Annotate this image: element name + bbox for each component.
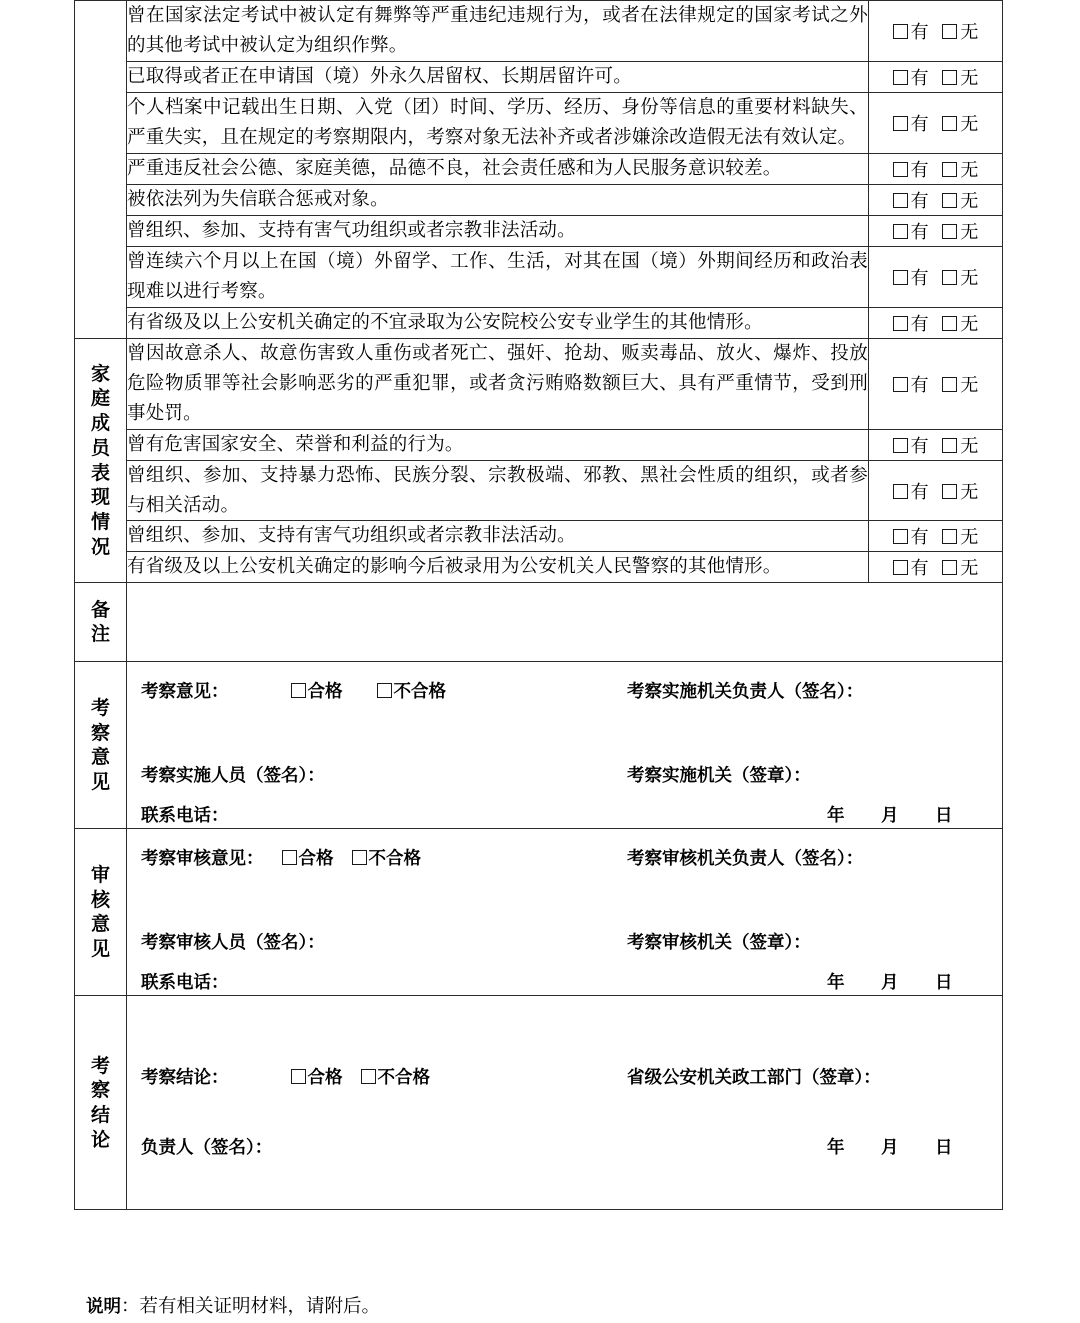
option-fail-label[interactable]: 不合格 — [368, 849, 421, 870]
yes-label: 有 — [910, 159, 929, 181]
family-label-char: 成 — [90, 412, 110, 435]
checkbox-icon[interactable] — [942, 70, 957, 85]
checkbox-icon[interactable] — [893, 162, 908, 177]
no-label: 无 — [960, 267, 979, 289]
family-label-char: 情 — [90, 510, 110, 533]
no-option[interactable] — [942, 371, 978, 397]
yes-option[interactable] — [893, 554, 929, 580]
table-row — [75, 184, 1003, 215]
no-label: 无 — [960, 159, 979, 181]
family-label-char: 况 — [90, 535, 110, 558]
clause-text: 曾连续六个月以上在国（境）外留学、工作、生活，对其在国（境）外期间经历和政治表现难以进行考察。 — [127, 246, 869, 307]
yesno-cell — [869, 429, 1003, 460]
table-row — [75, 307, 1003, 338]
yesno-cell — [869, 338, 1003, 429]
review-label-char: 审 — [90, 864, 110, 887]
table-row — [75, 92, 1003, 153]
review-label-char: 见 — [90, 938, 110, 961]
clause-text: 曾组织、参加、支持暴力恐怖、民族分裂、宗教极端、邪教、黑社会性质的组织，或者参与相关活动。 — [127, 460, 869, 521]
checkbox-icon[interactable] — [942, 484, 957, 499]
no-label: 无 — [960, 558, 979, 580]
no-label: 无 — [960, 190, 979, 212]
option-fail-label[interactable]: 不合格 — [393, 682, 446, 703]
inspection-phone-label[interactable]: 联系电话： — [141, 806, 229, 827]
no-label: 无 — [960, 113, 979, 135]
family-label-char: 家 — [90, 362, 110, 385]
no-label: 无 — [960, 374, 979, 396]
yes-option[interactable] — [893, 156, 929, 182]
inspection-date-row — [827, 802, 953, 827]
yes-option[interactable] — [893, 187, 929, 213]
table-row — [75, 429, 1003, 460]
yes-label: 有 — [910, 221, 929, 243]
table-row — [75, 1, 1003, 62]
inspection-opinion-body — [127, 662, 1003, 829]
table-row — [75, 246, 1003, 307]
checkbox-icon[interactable] — [893, 24, 908, 39]
checkbox-icon[interactable] — [291, 683, 306, 698]
table-row — [75, 61, 1003, 92]
inspection-staff-signature[interactable]: 考察实施人员（签名）： — [141, 766, 325, 787]
yesno-cell — [869, 153, 1003, 184]
yesno-cell — [869, 1, 1003, 62]
option-fail-label[interactable]: 不合格 — [377, 1068, 430, 1089]
yes-label: 有 — [910, 67, 929, 89]
conclusion-date-row — [827, 1134, 953, 1159]
clause-text: 被依法列为失信联合惩戒对象。 — [127, 184, 869, 215]
review-opinion-body — [127, 829, 1003, 996]
review-label-char: 核 — [90, 888, 110, 911]
table-row — [75, 662, 1003, 829]
clause-text: 曾有危害国家安全、荣誉和利益的行为。 — [127, 429, 869, 460]
checkbox-icon[interactable] — [942, 24, 957, 39]
yes-label: 有 — [910, 527, 929, 549]
review-opinion-field-label: 考察审核意见： — [141, 849, 264, 870]
no-option[interactable] — [942, 110, 978, 136]
option-pass-label[interactable]: 合格 — [307, 1068, 343, 1089]
date-year-label: 年 — [827, 1138, 845, 1159]
yes-option[interactable] — [893, 18, 929, 44]
yesno-cell — [869, 246, 1003, 307]
review-agency-seal[interactable]: 考察审核机关（签章）： — [627, 933, 811, 954]
table-row — [75, 215, 1003, 246]
no-label: 无 — [960, 67, 979, 89]
date-year-label: 年 — [827, 806, 845, 827]
yes-label: 有 — [910, 313, 929, 335]
yes-label: 有 — [910, 267, 929, 289]
inspection-label-char: 察 — [90, 721, 110, 744]
yes-label: 有 — [910, 435, 929, 457]
yes-option[interactable] — [893, 218, 929, 244]
clause-text: 严重违反社会公德、家庭美德，品德不良，社会责任感和为人民服务意识较差。 — [127, 153, 869, 184]
review-label-char: 意 — [90, 913, 110, 936]
option-pass-label[interactable]: 合格 — [307, 682, 343, 703]
no-option[interactable] — [942, 187, 978, 213]
yesno-cell — [869, 460, 1003, 521]
no-option[interactable] — [942, 310, 978, 336]
checkbox-icon[interactable] — [893, 560, 908, 575]
checkbox-icon[interactable] — [942, 316, 957, 331]
yes-option[interactable] — [893, 110, 929, 136]
clause-text: 曾因故意杀人、故意伤害致人重伤或者死亡、强奸、抢劫、贩卖毒品、放火、爆炸、投放危险物质罪等社会影响恶劣的严重犯罪，或者贪污贿赂数额巨大、具有严重情节，受到刑事处罚。 — [127, 338, 869, 429]
checkbox-icon[interactable] — [352, 850, 367, 865]
clause-text: 曾在国家法定考试中被认定有舞弊等严重违纪违规行为，或者在法律规定的国家考试之外的其他考试中被认定为组织作弊。 — [127, 1, 869, 62]
remark-label-char: 注 — [90, 623, 110, 646]
conclusion-field-label: 考察结论： — [141, 1068, 229, 1089]
checkbox-icon[interactable] — [893, 70, 908, 85]
inspection-label-char: 考 — [90, 697, 110, 720]
political-review-table — [74, 0, 1003, 1210]
no-option[interactable] — [942, 218, 978, 244]
table-row — [75, 338, 1003, 429]
no-option[interactable] — [942, 264, 978, 290]
no-label: 无 — [960, 21, 979, 43]
table-row — [75, 521, 1003, 552]
no-option[interactable] — [942, 64, 978, 90]
review-staff-signature[interactable]: 考察审核人员（签名）： — [141, 933, 325, 954]
yes-label: 有 — [910, 558, 929, 580]
no-label: 无 — [960, 313, 979, 335]
clause-text: 有省级及以上公安机关确定的影响今后被录用为公安机关人民警察的其他情形。 — [127, 552, 869, 583]
yes-option[interactable] — [893, 432, 929, 458]
footer-note-text: ：若有相关证明材料，请附后。 — [121, 1296, 381, 1317]
checkbox-icon[interactable] — [377, 683, 392, 698]
checkbox-icon[interactable] — [893, 116, 908, 131]
yesno-cell — [869, 307, 1003, 338]
no-option[interactable] — [942, 478, 978, 504]
checkbox-icon[interactable] — [893, 529, 908, 544]
table-row — [75, 996, 1003, 1210]
conclusion-label-char: 结 — [90, 1103, 110, 1126]
family-label-char: 庭 — [90, 387, 110, 410]
conclusion-label-char: 论 — [90, 1128, 110, 1151]
checkbox-icon[interactable] — [942, 162, 957, 177]
footer-note-prefix: 说明 — [86, 1297, 121, 1317]
checkbox-icon[interactable] — [893, 193, 908, 208]
inspection-opinion-row — [141, 678, 446, 703]
remark-input-area[interactable] — [127, 583, 1003, 662]
yes-option[interactable] — [893, 310, 929, 336]
clause-text: 个人档案中记载出生日期、入党（团）时间、学历、经历、身份等信息的重要材料缺失、严重失实，且在规定的考察期限内，考察对象无法补齐或者涉嫌涂改造假无法有效认定。 — [127, 92, 869, 153]
checkbox-icon[interactable] — [942, 270, 957, 285]
checkbox-icon[interactable] — [942, 560, 957, 575]
no-label: 无 — [960, 435, 979, 457]
no-option[interactable] — [942, 156, 978, 182]
checkbox-icon[interactable] — [361, 1069, 376, 1084]
conclusion-department-seal[interactable]: 省级公安机关政工部门（签章）： — [627, 1068, 881, 1089]
review-phone-label[interactable]: 联系电话： — [141, 973, 229, 994]
conclusion-label-char: 考 — [90, 1054, 110, 1077]
conclusion-label — [75, 996, 127, 1210]
yes-option[interactable] — [893, 264, 929, 290]
yesno-cell — [869, 215, 1003, 246]
date-day-label: 日 — [935, 973, 953, 994]
checkbox-icon[interactable] — [893, 270, 908, 285]
yes-option[interactable] — [893, 64, 929, 90]
inspection-opinion-field-label: 考察意见： — [141, 682, 229, 703]
checkbox-icon[interactable] — [942, 438, 957, 453]
no-label: 无 — [960, 527, 979, 549]
table-row — [75, 552, 1003, 583]
yesno-cell — [869, 92, 1003, 153]
yes-label: 有 — [910, 374, 929, 396]
yes-label: 有 — [910, 190, 929, 212]
no-option[interactable] — [942, 554, 978, 580]
yes-label: 有 — [910, 113, 929, 135]
review-date-row — [827, 969, 953, 994]
self-section-label — [75, 1, 127, 339]
inspection-head-signature[interactable]: 考察实施机关负责人（签名）： — [627, 682, 864, 703]
date-month-label: 月 — [881, 806, 899, 827]
footer-note — [86, 1292, 380, 1318]
family-label-char: 现 — [90, 486, 110, 509]
inspection-agency-seal[interactable]: 考察实施机关（签章）： — [627, 766, 811, 787]
yesno-cell — [869, 61, 1003, 92]
review-opinion-label — [75, 829, 127, 996]
table-row — [75, 153, 1003, 184]
checkbox-icon[interactable] — [942, 116, 957, 131]
conclusion-body — [127, 996, 1003, 1210]
no-option[interactable] — [942, 18, 978, 44]
family-label-char: 员 — [90, 436, 110, 459]
checkbox-icon[interactable] — [291, 1069, 306, 1084]
yes-label: 有 — [910, 21, 929, 43]
checkbox-icon[interactable] — [893, 224, 908, 239]
remark-label — [75, 583, 127, 662]
checkbox-icon[interactable] — [942, 224, 957, 239]
table-row — [75, 583, 1003, 662]
no-label: 无 — [960, 221, 979, 243]
clause-text: 曾组织、参加、支持有害气功组织或者宗教非法活动。 — [127, 215, 869, 246]
date-month-label: 月 — [881, 973, 899, 994]
yes-option[interactable] — [893, 371, 929, 397]
clause-text: 有省级及以上公安机关确定的不宜录取为公安院校公安专业学生的其他情形。 — [127, 307, 869, 338]
conclusion-responsible-signature[interactable]: 负责人（签名）： — [141, 1138, 273, 1159]
checkbox-icon[interactable] — [282, 850, 297, 865]
remark-label-char: 备 — [90, 598, 110, 621]
review-opinion-row — [141, 845, 421, 870]
clause-text: 已取得或者正在申请国（境）外永久居留权、长期居留许可。 — [127, 61, 869, 92]
conclusion-label-char: 察 — [90, 1079, 110, 1102]
date-day-label: 日 — [935, 1138, 953, 1159]
yes-label: 有 — [910, 481, 929, 503]
family-section-label — [75, 338, 127, 583]
yesno-cell — [869, 184, 1003, 215]
conclusion-row — [141, 1064, 430, 1089]
yesno-cell — [869, 521, 1003, 552]
checkbox-icon[interactable] — [893, 377, 908, 392]
checkbox-icon[interactable] — [942, 377, 957, 392]
review-head-signature[interactable]: 考察审核机关负责人（签名）： — [627, 849, 864, 870]
table-row — [75, 829, 1003, 996]
inspection-label-char: 见 — [90, 771, 110, 794]
checkbox-icon[interactable] — [942, 529, 957, 544]
date-day-label: 日 — [935, 806, 953, 827]
no-label: 无 — [960, 481, 979, 503]
date-year-label: 年 — [827, 973, 845, 994]
inspection-label-char: 意 — [90, 746, 110, 769]
checkbox-icon[interactable] — [942, 193, 957, 208]
clause-text: 曾组织、参加、支持有害气功组织或者宗教非法活动。 — [127, 521, 869, 552]
no-option[interactable] — [942, 432, 978, 458]
checkbox-icon[interactable] — [893, 316, 908, 331]
date-month-label: 月 — [881, 1138, 899, 1159]
checkbox-icon[interactable] — [893, 438, 908, 453]
inspection-opinion-label — [75, 662, 127, 829]
option-pass-label[interactable]: 合格 — [298, 849, 334, 870]
checkbox-icon[interactable] — [893, 484, 908, 499]
table-row — [75, 460, 1003, 521]
yes-option[interactable] — [893, 478, 929, 504]
yes-option[interactable] — [893, 523, 929, 549]
family-label-char: 表 — [90, 461, 110, 484]
no-option[interactable] — [942, 523, 978, 549]
yesno-cell — [869, 552, 1003, 583]
